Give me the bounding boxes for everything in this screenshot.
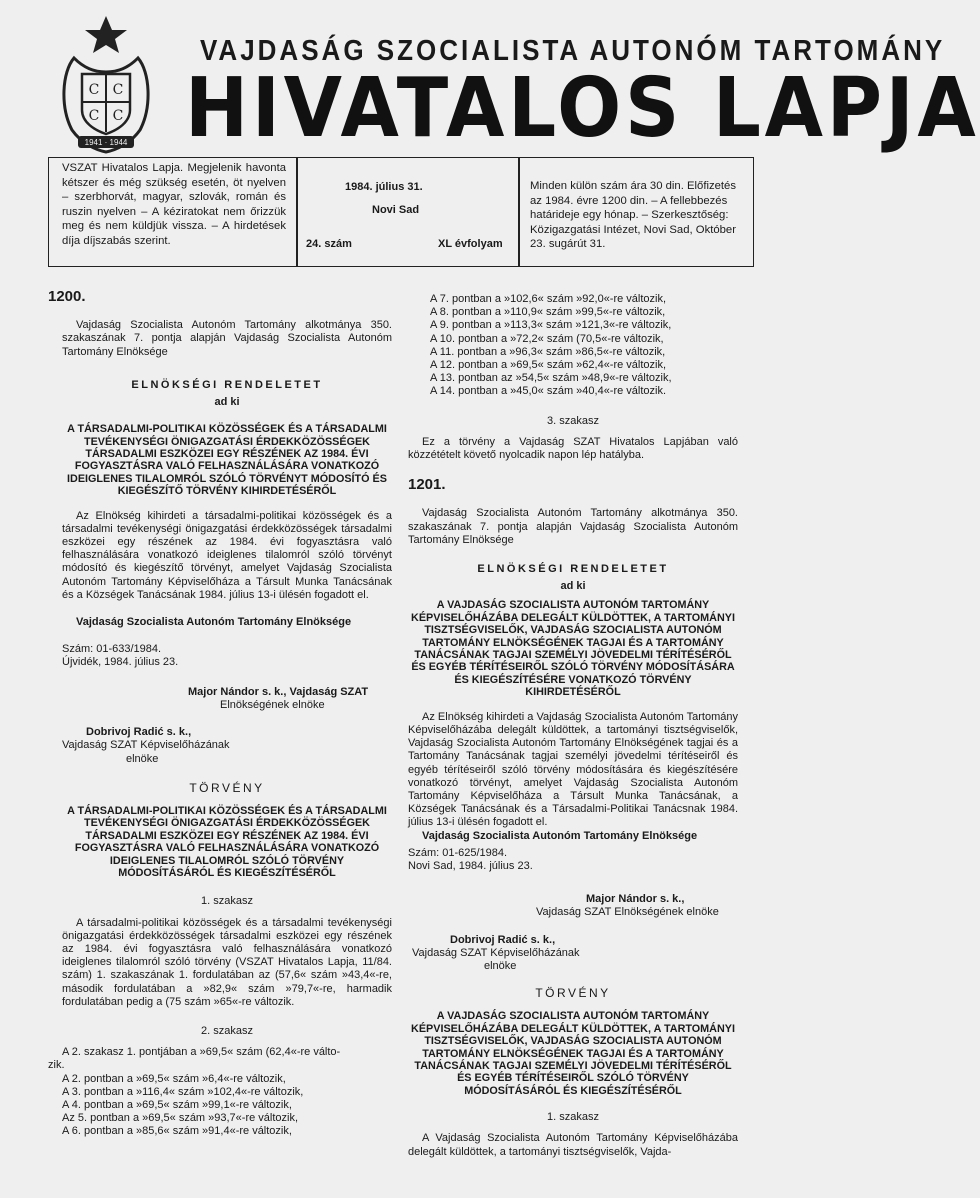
list-item: A 9. pontban a »113,3« szám »121,3«-re változik, <box>430 319 672 332</box>
law-section-2-list-continued <box>408 293 738 399</box>
list-item: A 7. pontban a »102,6« szám »92,0«-re változik, <box>430 293 667 305</box>
masthead-title: HIVATALOS LAPJA <box>185 61 980 156</box>
header-price-info: Minden külön szám ára 30 din. Előfizetés az 1984. évre 1200 din. – A fellebbezés határideje egy hónap. – Szerkesztőség: Közigazgatási Intézet, Novi Sad, Október 23. sugárút 31. <box>530 180 736 251</box>
list-item: A 3. pontban a »116,4« szám »102,4«-re változik, <box>62 1085 304 1098</box>
signature-assembly-role-2: Vajdaság SZAT Képviselőházának <box>412 946 580 959</box>
list-item: A 12. pontban a »69,5« szám »62,4«-re változik, <box>430 359 667 372</box>
law-section-3: 3. szakasz <box>547 414 599 427</box>
coat-of-arms-emblem <box>52 12 160 162</box>
list-item: A 14. pontban a »45,0« szám »40,4«-re változik. <box>430 385 667 398</box>
law-title: TÖRVÉNY <box>189 780 265 795</box>
left-column <box>48 288 392 1139</box>
signature-assembly-role: Vajdaság SZAT Képviselőházának <box>62 739 230 752</box>
list-item: A 13. pontban az »54,5« szám »48,9«-re változik, <box>430 372 672 385</box>
decree-ad-ki: ad ki <box>214 396 240 409</box>
act-number: 1200. <box>48 288 86 305</box>
list-item: Az 5. pontban a »69,5« szám »93,7«-re változik, <box>62 1112 299 1125</box>
reference-place-date-2: Novi Sad, 1984. július 23. <box>408 859 533 872</box>
law-section-2-list <box>48 1046 392 1138</box>
issue-date: 1984. július 31. <box>345 181 423 193</box>
header-publication-info: VSZAT Hivatalos Lapja. Megjelenik havonta kétszer és még szükség esetén, öt nyelven – szerbhorvát, magyar, szlovák, román és ruszin nyelven – A kéziratokat nem őrizzük meg és nem küldjük vissza. – A hirdetések díja díjszabás szerint. <box>62 162 286 247</box>
law-section-1-body-2: A Vajdaság Szocialista Autonóm Tartomány Képviselőházába delegált küldöttek, a tartományi tisztségviselők, Vajda- <box>408 1132 738 1158</box>
list-item: zik. <box>48 1059 65 1072</box>
law-section-1-body: A társadalmi-politikai közösségek és a társadalmi tevékenységi önigazgatási érdekközösségek társadalmi eszközei egy részének az 1984. évi fogyasztásra való felhasználására vonatkozó ideiglenes tilalomról szóló törvény (VSZAT Hivatalos Lapja, 11/84. szám) 1. szakaszának 1. fordulatában az (57,6« szám »43,4«-re, második fordulatában a »82,9« szám »79,7«-re, harmadik fordulatában pedig a (75 szám »65«-re változik. <box>62 916 392 1008</box>
law-section-3-body: Ez a törvény a Vajdaság SZAT Hivatalos Lapjában való közzétételt követő nyolcadik napon lép hatályba. <box>408 435 738 462</box>
decree-ad-ki-2: ad ki <box>560 580 586 593</box>
signature-president-name: Major Nándor s. k., Vajdaság SZAT <box>188 685 369 698</box>
act-intro-2: Vajdaság Szocialista Autonóm Tartomány alkotmánya 350. szakaszának 7. pontja alapján Vajdaság Szocialista Autonóm Tartomány Elnöksége <box>408 507 738 546</box>
decree-title: ELNÖKSÉGI RENDELETET <box>131 378 323 391</box>
law-section-1: 1. szakasz <box>201 895 253 908</box>
decree-title-2: ELNÖKSÉGI RENDELETET <box>477 563 669 576</box>
law-title-2: TÖRVÉNY <box>535 986 611 1001</box>
reference-place-date: Újvidék, 1984. július 23. <box>62 656 179 669</box>
law-section-1-2: 1. szakasz <box>547 1111 599 1124</box>
list-item: A 2. szakasz 1. pontjában a »69,5« szám (62,4«-re válto- <box>62 1046 341 1059</box>
signature-assembly-name-2: Dobrivoj Radić s. k., <box>450 933 556 946</box>
law-heading-2: A VAJDASÁG SZOCIALISTA AUTONÓM TARTOMÁNY KÉPVISELŐHÁZÁBA DELEGÁLT KÜLDÖTTEK, A TARTOMÁNYI TISZTSÉGVISELŐK, VAJDASÁG SZOCIALISTA AUTONÓM TARTOMÁNY ELNÖKSÉGÉNEK TAGJAI ÉS A TARTOMÁNY TANÁCSÁNAK TAGJAI SZEMÉLYI JÖVEDELMI TÉRÍTÉSÉRŐL ÉS EGYÉB TÉRÍTÉSEIRŐL SZÓLÓ TÖRVÉNY MÓDOSÍTÁSÁRÓL ÉS KIEGÉSZÍTÉSÉRŐL <box>411 1010 735 1097</box>
svg-text:С: С <box>112 82 124 98</box>
list-item: A 2. pontban a »69,5« szám »6,4«-re változik, <box>62 1072 286 1085</box>
decree-heading: A TÁRSADALMI-POLITIKAI KÖZÖSSÉGEK ÉS A TÁRSADALMI TEVÉKENYSÉGI ÖNIGAZGATÁSI ÉRDEKKÖZÖSSÉGEK TÁRSADALMI ESZKÖZEI EGY RÉSZÉNEK AZ 1984. ÉVI FOGYASZTÁSRA VALÓ FELHASZNÁLÁSÁRA VONATKOZÓ IDEIGLENES TILALOMRÓL SZÓLÓ TÖRVÉNYT MÓDOSÍTÓ ÉS KIEGÉSZÍTŐ TÖRVÉNY KIHIRDETÉSÉRŐL <box>67 423 387 498</box>
reference-number: Szám: 01-633/1984. <box>62 643 162 656</box>
svg-text:С: С <box>88 108 100 124</box>
law-section-2: 2. szakasz <box>201 1024 253 1037</box>
presidency-name: Vajdaság Szocialista Autonóm Tartomány Elnöksége <box>76 616 352 629</box>
header-divider-left <box>296 157 298 267</box>
issue-number: 24. szám <box>306 238 352 250</box>
list-item: A 6. pontban a »85,6« szám »91,4«-re változik, <box>62 1125 292 1138</box>
issue-city: Novi Sad <box>372 204 420 216</box>
signature-president-role: Elnökségének elnöke <box>220 698 325 711</box>
list-item: A 10. pontban a »72,2« szám (70,5«-re változik, <box>430 332 664 345</box>
signature-assembly-role2-2: elnöke <box>484 959 517 972</box>
header-divider-right <box>518 157 520 267</box>
svg-text:С: С <box>112 108 124 124</box>
svg-text:С: С <box>88 82 100 98</box>
emblem-years: 1941 · 1944 <box>84 138 128 147</box>
issue-volume: XL évfolyam <box>438 238 503 250</box>
presidency-name-2: Vajdaság Szocialista Autonóm Tartomány Elnöksége <box>422 829 698 842</box>
law-heading: A TÁRSADALMI-POLITIKAI KÖZÖSSÉGEK ÉS A TÁRSADALMI TEVÉKENYSÉGI ÖNIGAZGATÁSI ÉRDEKKÖZÖSSÉGEK TÁRSADALMI ESZKÖZEI EGY RÉSZÉNEK AZ 1984. ÉVI FOGYASZTÁSRA VALÓ FELHASZNÁLÁSÁRA VONATKOZÓ IDEIGLENES TILALOMRÓL SZÓLÓ TÖRVÉNY MÓDOSÍTÁSÁRÓL ÉS KIEGÉSZÍTÉSÉRŐL <box>67 804 387 879</box>
reference-number-2: Szám: 01-625/1984. <box>408 846 508 859</box>
decree-heading-2: A VAJDASÁG SZOCIALISTA AUTONÓM TARTOMÁNY KÉPVISELŐHÁZÁBA DELEGÁLT KÜLDÖTTEK, A TARTOMÁNYI TISZTSÉGVISELŐK, VAJDASÁG SZOCIALISTA AUTONÓM TARTOMÁNY ELNÖKSÉGÉNEK TAGJAI ÉS A TARTOMÁNY TANÁCSÁNAK TAGJAI SZEMÉLYI JÖVEDELMI TÉRÍTÉSÉRŐL ÉS EGYÉB TÉRÍTÉSEIRŐL SZÓLÓ TÖRVÉNY MÓDOSÍTÁSÁRA ÉS KIEGÉSZÍTÉSÉRE VONATKOZÓ TÖRVÉNY KIHIRDETÉSÉRŐL <box>411 599 735 699</box>
signature-assembly-name: Dobrivoj Radić s. k., <box>86 726 192 739</box>
act-intro: Vajdaság Szocialista Autonóm Tartomány alkotmánya 350. szakaszának 7. pontja alapján Vajdaság Szocialista Autonóm Tartomány Elnöksége <box>62 319 392 358</box>
act-number-2: 1201. <box>408 476 446 494</box>
list-item: A 4. pontban a »69,5« szám »99,1«-re változik, <box>62 1098 292 1111</box>
signature-president-name-2: Major Nándor s. k., <box>586 893 685 906</box>
decree-body-2: Az Elnökség kihirdeti a Vajdaság Szocialista Autonóm Tartomány Képviselőházába delegált küldöttek, a tartományi tisztségviselők, Vajdaság Szocialista Autonóm Tartomány Elnökségének tagjai és a Tartomány Tanácsának tagjai személyi jövedelmi térítéseiről és egyéb térítéseiről szóló törvény módosítására és kiegészítésére vonatkozó törvényt, amelyet Vajdaság Szocialista Autonóm Tartomány Képviselőháza a Társult Munka Tanácsának, a Községek Tanácsának és a Társadalmi-Politikai Tanácsnak 1984. július 13-i ülésén fogadott el. <box>408 710 738 829</box>
list-item: A 8. pontban a »110,9« szám »99,5«-re változik, <box>430 306 666 319</box>
right-column <box>408 293 738 1159</box>
decree-body: Az Elnökség kihirdeti a társadalmi-politikai közösségek és a társadalmi tevékenységi önigazgatási érdekközösségek társadalmi eszközei egy részének az 1984. évi fogyasztásra való felhasználására vonatkozó ideiglenes tilalomról szóló törvényt módosító és kiegészítő törvényt, amelyet Vajdaság Szocialista Autonóm Tartomány Képviselőháza a Társult Munka Tanácsának és a Községek Tanácsának 1984. július 13-i ülésén fogadott el. <box>62 509 392 601</box>
masthead-subtitle: VAJDASÁG SZOCIALISTA AUTONÓM TARTOMÁNY <box>200 33 946 67</box>
signature-assembly-role2: elnöke <box>126 752 159 765</box>
signature-president-role-2: Vajdaság SZAT Elnökségének elnöke <box>536 906 719 919</box>
list-item: A 11. pontban a »96,3« szám »86,5«-re változik, <box>430 345 666 358</box>
